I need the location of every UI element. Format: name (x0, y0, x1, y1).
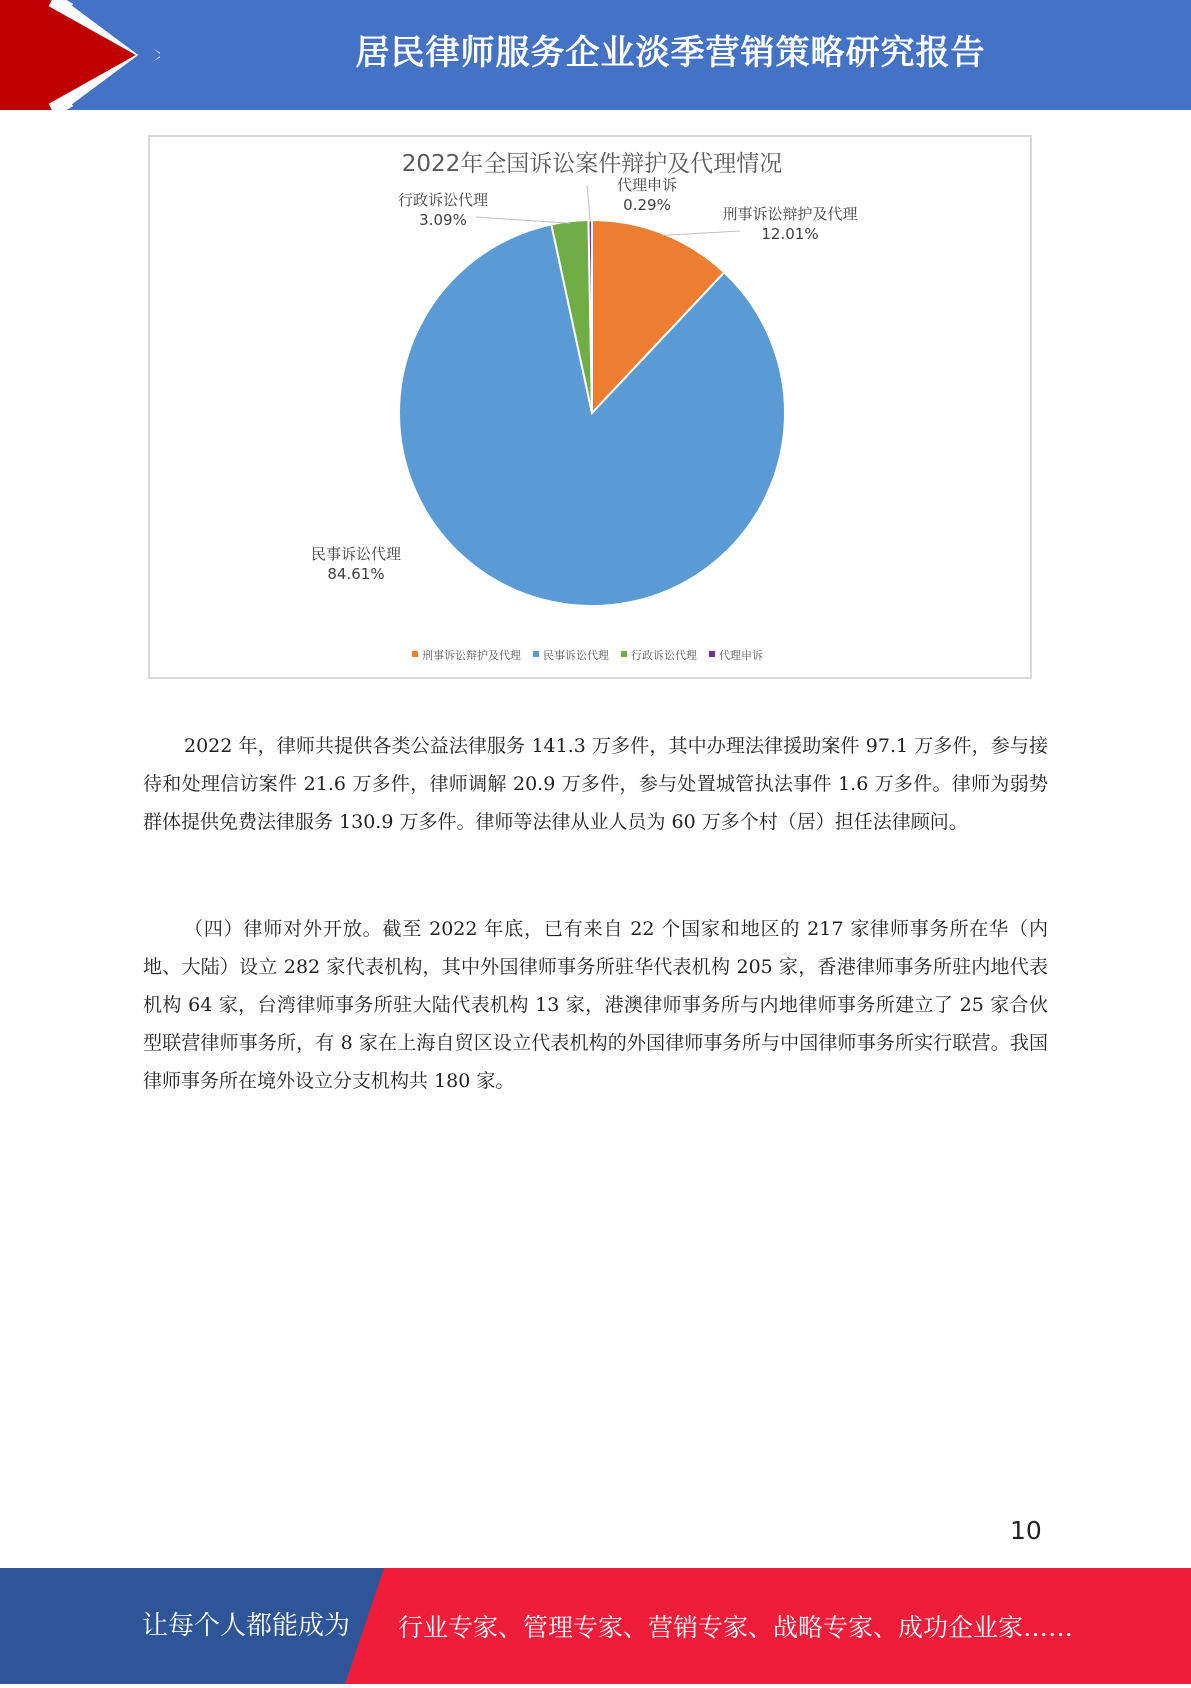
pie-chart-panel (148, 135, 1032, 679)
report-title: 居民律师服务企业淡季营销策略研究报告 (355, 33, 986, 73)
data-label-value: 12.01% (761, 225, 819, 243)
legend-swatch (709, 651, 715, 657)
data-label-category: 代理申诉 (616, 176, 678, 194)
leader-line (662, 231, 740, 235)
legend-label: 民事诉讼代理 (543, 649, 609, 662)
data-label-category: 刑事诉讼辩护及代理 (722, 205, 858, 223)
leader-line (476, 217, 570, 223)
legend-swatch (621, 651, 627, 657)
footer-slogan-right: 行业专家、管理专家、营销专家、战略专家、成功企业家…… (398, 1613, 1074, 1642)
page-number: 10 (1010, 1516, 1042, 1545)
paragraph-opening-up: （四）律师对外开放。截至 2022 年底，已有来自 22 个国家和地区的 217 家律师事务所在华（内地、大陆）设立 282 家代表机构，其中外国律师事务所驻华代表机构 205 家，香港律师事务所驻内地代表机构 64 家，台湾律师事务所驻大陆代表机构 13 家，港澳律师事务所与内地律师事务所建立了 25 家合伙型联营律师事务所，有 8 家在上海自贸区设立代表机构的外国律师事务所与中国律师事务所实行联营。我国律师事务所在境外设立分支机构共 180 家。 (143, 918, 1048, 1092)
chart-title: 2022年全国诉讼案件辩护及代理情况 (401, 151, 783, 177)
paragraph-public-legal-services: 2022 年，律师共提供各类公益法律服务 141.3 万多件，其中办理法律援助案件 97.1 万多件，参与接待和处理信访案件 21.6 万多件，律师调解 20.9 万多件，参与处置城管执法事件 1.6 万多件。律师为弱势群体提供免费法律服务 130.9 万多件。律师等法律从业人员为 60 万多个村（居）担任法律顾问。 (143, 735, 1048, 833)
header-arrow-decoration (0, 0, 160, 110)
data-label-category: 行政诉讼代理 (397, 191, 489, 209)
pie-chart (150, 137, 1034, 681)
data-label-category: 民事诉讼代理 (310, 545, 402, 563)
data-label-value: 84.61% (327, 565, 385, 583)
legend-label: 行政诉讼代理 (631, 649, 697, 662)
legend-label: 代理申诉 (719, 649, 763, 662)
footer-slogan-left: 让每个人都能成为 (142, 1611, 351, 1641)
legend-swatch (533, 651, 539, 657)
page-footer (0, 1568, 1191, 1684)
legend-label: 刑事诉讼辩护及代理 (422, 649, 521, 662)
legend-swatch (412, 651, 418, 657)
page-header (0, 0, 1191, 110)
leader-line (587, 185, 590, 222)
data-label-value: 0.29% (623, 196, 671, 214)
data-label-value: 3.09% (419, 211, 467, 229)
